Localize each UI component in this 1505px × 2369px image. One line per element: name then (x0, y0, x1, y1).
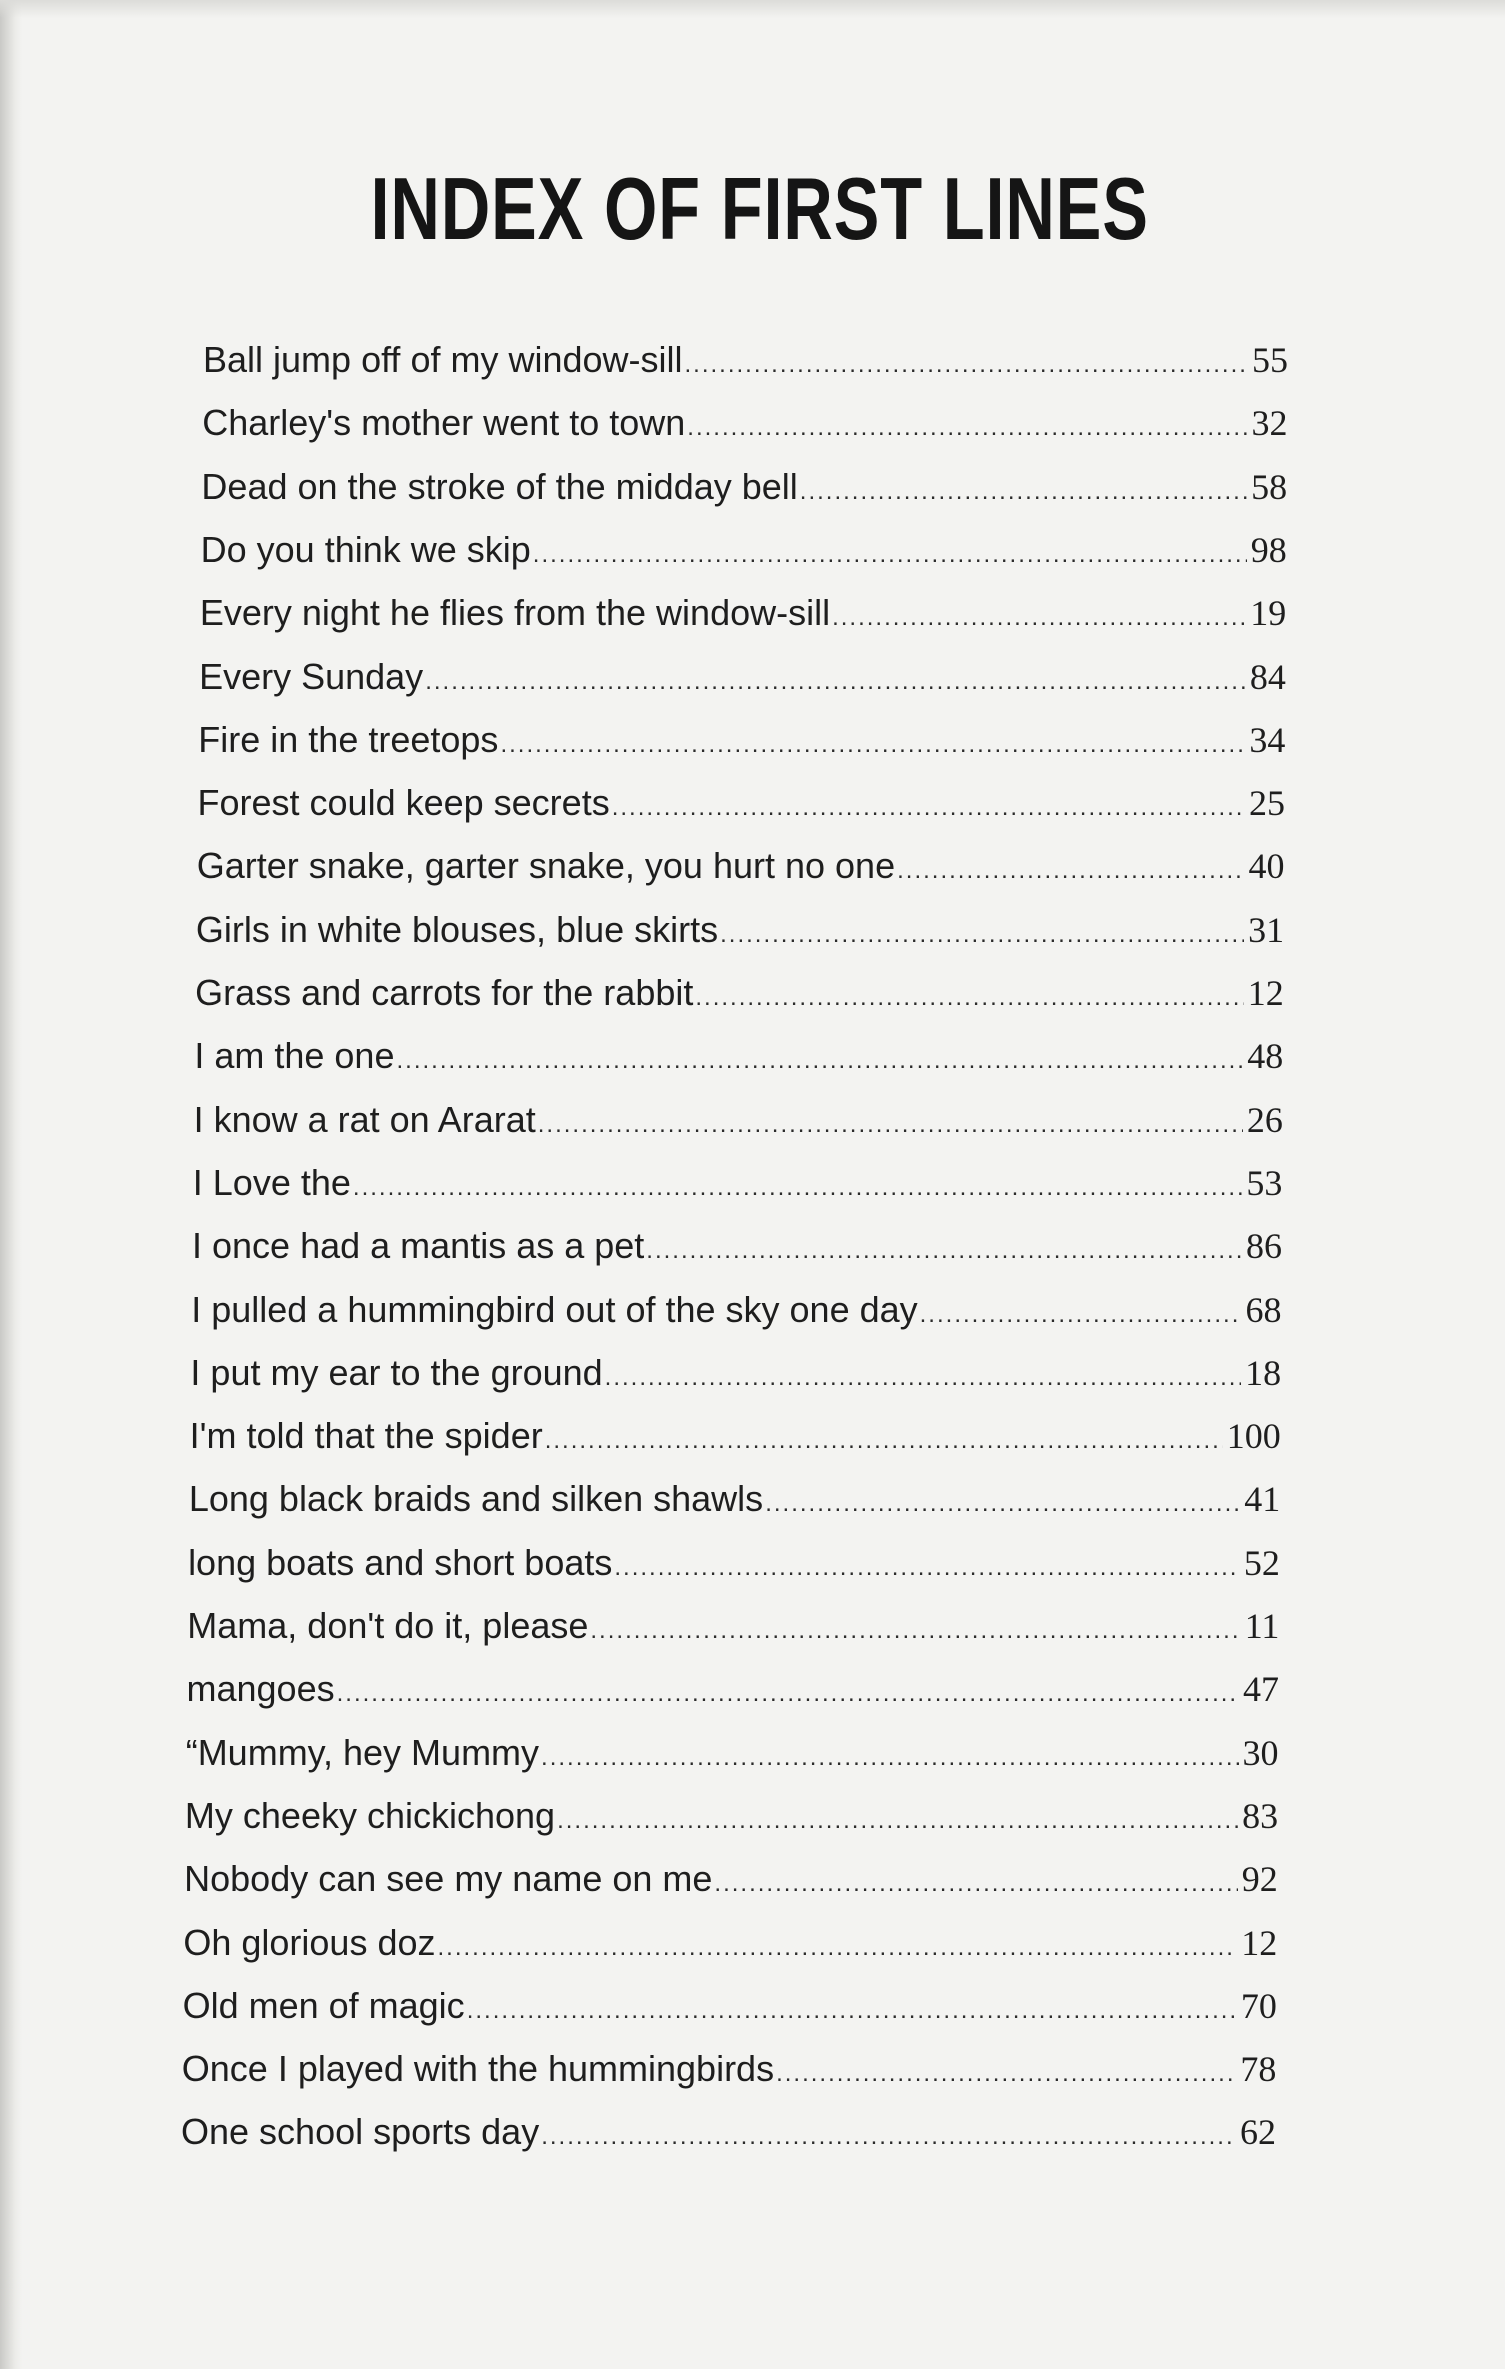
page-number: 53 (1246, 1162, 1283, 1203)
first-line-text: Grass and carrots for the rabbit (195, 972, 694, 1013)
page-number: 25 (1249, 783, 1285, 824)
index-entry (198, 781, 1286, 825)
page-number: 41 (1244, 1479, 1281, 1520)
index-entry (183, 1921, 1277, 1965)
dot-leader (396, 1039, 1243, 1083)
first-line-text: My cheeky chickichong (184, 1794, 556, 1836)
index-entry (197, 844, 1285, 888)
page-number: 92 (1241, 1859, 1278, 1900)
dot-leader (437, 1926, 1237, 1970)
first-line-text: I know a rat on Ararat (193, 1098, 536, 1140)
first-line-text: long boats and short boats (188, 1541, 613, 1583)
page-number: 26 (1246, 1099, 1283, 1140)
index-entry (189, 1477, 1280, 1521)
first-line-text: Mama, don't do it, please (187, 1605, 589, 1646)
index-entry (182, 2047, 1277, 2091)
dot-leader (800, 470, 1247, 514)
first-line-text: Long black braids and silken shawls (188, 1478, 764, 1520)
dot-leader (832, 596, 1246, 640)
index-entry (195, 971, 1284, 1015)
first-line-text: Old men of magic (182, 1984, 465, 2026)
dot-leader (353, 1166, 1243, 1210)
first-line-text: I put my ear to the ground (190, 1351, 603, 1393)
index-entry (192, 1224, 1282, 1268)
page-number: 62 (1240, 2112, 1276, 2153)
first-line-text: Every night he flies from the window-sill (199, 592, 831, 634)
page-number: 78 (1240, 2049, 1277, 2090)
dot-leader (614, 1546, 1239, 1590)
dot-leader (776, 2052, 1236, 2096)
index-entry (191, 1288, 1281, 1332)
page-number: 48 (1247, 1036, 1284, 1077)
index-entry (201, 465, 1287, 509)
first-line-text: Girls in white blouses, blue skirts (195, 908, 719, 950)
index-entry (194, 1034, 1283, 1078)
page-number: 98 (1250, 529, 1287, 570)
dot-leader (920, 1293, 1242, 1337)
dot-leader (605, 1356, 1241, 1400)
dot-leader (695, 976, 1243, 1020)
dot-leader (897, 849, 1244, 893)
page-title: INDEX OF FIRST LINES (370, 159, 1149, 258)
dot-leader (538, 1103, 1243, 1147)
first-line-text: Once I played with the hummingbirds (181, 2048, 775, 2090)
index-entry (202, 401, 1287, 445)
page-number: 47 (1243, 1669, 1279, 1710)
dot-leader (533, 533, 1247, 577)
first-line-text: Oh glorious doz (183, 1921, 436, 1963)
first-line-text: Garter snake, garter snake, you hurt no one (196, 845, 896, 887)
index-entry (186, 1731, 1279, 1775)
page-number: 34 (1249, 719, 1286, 760)
dot-leader (765, 1482, 1240, 1526)
dot-leader (557, 1799, 1238, 1843)
page-number: 12 (1247, 973, 1284, 1013)
dot-leader (541, 1736, 1239, 1780)
dot-leader (500, 723, 1245, 767)
index-entry (185, 1794, 1278, 1838)
index-entry (181, 2110, 1276, 2154)
page-number: 12 (1241, 1922, 1278, 1963)
dot-leader (425, 660, 1246, 704)
index-entry (199, 655, 1286, 699)
first-line-text: One school sports day (181, 2111, 540, 2153)
page-number: 30 (1242, 1732, 1279, 1773)
index-entry (196, 908, 1284, 952)
page-number: 100 (1226, 1416, 1281, 1457)
first-line-text: I pulled a hummingbird out of the sky one day (191, 1288, 918, 1330)
first-line-text: I'm told that the spider (189, 1415, 543, 1457)
page-number: 55 (1252, 340, 1288, 380)
dot-leader (720, 913, 1244, 957)
first-line-text: Dead on the stroke of the midday bell (201, 465, 798, 507)
dot-leader (612, 786, 1245, 830)
first-line-text: Ball jump off of my window-sill (203, 339, 683, 380)
page-number: 58 (1251, 466, 1288, 507)
first-line-text: I once had a mantis as a pet (192, 1225, 645, 1267)
first-line-text: Nobody can see my name on me (184, 1858, 713, 1900)
first-line-text: mangoes (186, 1668, 335, 1710)
page-number: 40 (1248, 846, 1285, 887)
first-line-text: Do you think we skip (200, 528, 531, 570)
dot-leader (714, 1862, 1237, 1906)
index-entry (188, 1541, 1280, 1585)
index-entry (183, 1984, 1277, 2028)
dot-leader (337, 1672, 1239, 1716)
first-line-text: Charley's mother went to town (202, 402, 686, 444)
page-number: 83 (1242, 1795, 1279, 1836)
index-entry (198, 718, 1285, 762)
dot-leader (545, 1419, 1223, 1463)
page-number: 19 (1250, 593, 1287, 634)
page-number: 18 (1245, 1352, 1282, 1393)
dot-leader (687, 406, 1247, 450)
index-entry (190, 1414, 1281, 1458)
index-entry (203, 338, 1288, 382)
index-entry (190, 1351, 1281, 1395)
dot-leader (467, 1989, 1237, 2033)
dot-leader (646, 1229, 1242, 1273)
first-line-text: “Mummy, hey Mummy (185, 1731, 540, 1773)
first-line-text: Every Sunday (199, 655, 424, 697)
index-entry (187, 1604, 1279, 1648)
page-number: 52 (1243, 1542, 1280, 1583)
index-entry (187, 1667, 1280, 1711)
index-entry (184, 1857, 1278, 1901)
dot-leader (685, 343, 1249, 387)
page-number: 84 (1249, 656, 1286, 697)
index-entry (200, 591, 1286, 635)
index-entry (194, 1098, 1283, 1142)
page-number: 11 (1244, 1606, 1280, 1646)
first-line-text: I Love the (192, 1161, 351, 1203)
index-entry (193, 1161, 1283, 1205)
index-entry (201, 528, 1287, 572)
page-number: 68 (1245, 1289, 1282, 1330)
first-line-text: Fire in the treetops (198, 718, 499, 760)
first-line-text: Forest could keep secrets (197, 782, 610, 824)
dot-leader (541, 2115, 1236, 2159)
page-number: 70 (1240, 1985, 1277, 2026)
page-number: 32 (1251, 403, 1288, 444)
page-number: 86 (1246, 1226, 1282, 1267)
dot-leader (590, 1609, 1240, 1653)
page-number: 31 (1248, 909, 1285, 950)
first-line-text: I am the one (194, 1035, 395, 1077)
